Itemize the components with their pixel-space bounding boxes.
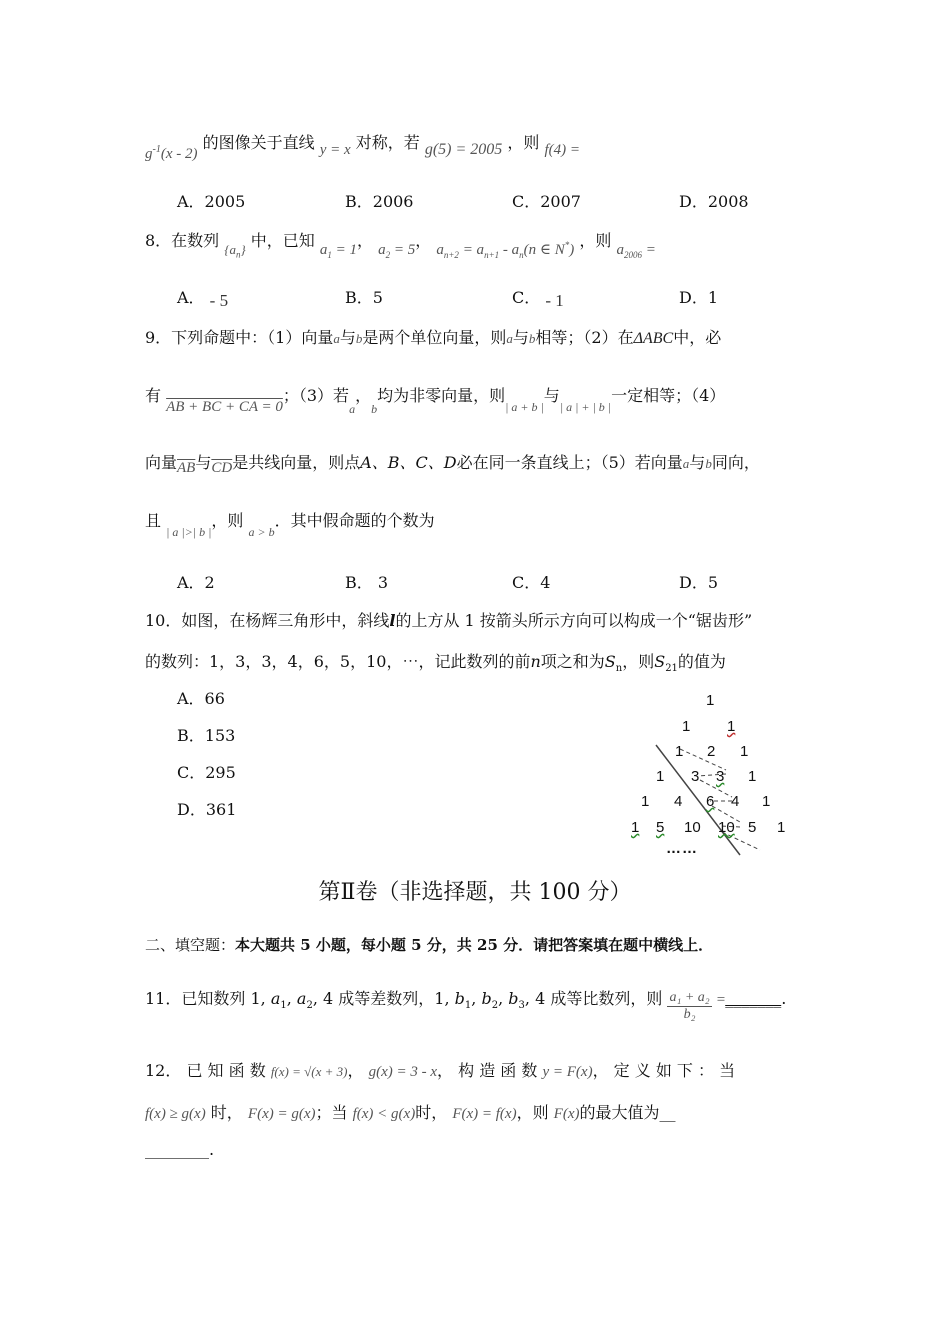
q7-option-d: D．2008: [679, 192, 749, 211]
q8-line: 8．在数列 $_{\{a_n\}}$ 中，已知 $a_1 = 1$， $a_2 = 5$， $a_{n+2} = a_{n+1} - a_n(n$ ∈ N*) ，则 $a_{2006}$ =: [145, 231, 656, 260]
q7-g5: g(5) = 2005: [424, 141, 503, 158]
tri-r1-c0: 1: [682, 718, 691, 735]
tri-r4-c2: 6: [706, 793, 715, 810]
q8-recurrence: $a_{n+2} = a_{n+1} - a_n(n$ ∈ N*): [436, 240, 575, 260]
q8-num: 8．在数列: [145, 231, 220, 250]
q8-a2: $a_2 = 5$: [378, 242, 416, 260]
q7-ginv: $g^{-1}(x - 2)$: [145, 144, 198, 162]
q9-option-d: D．5: [679, 573, 719, 592]
tri-r2-c0: 1: [675, 743, 684, 760]
yanghui-triangle-figure: [620, 690, 795, 860]
q7-f4: f(4) =: [544, 142, 581, 158]
q10-option-a: A．66: [177, 689, 225, 708]
q9-option-b: B． 3: [345, 573, 389, 592]
q9-option-c: C．4: [512, 573, 551, 592]
tri-r3-c2: 3: [716, 768, 725, 785]
q10-line2: 的数列：1，3，3，4，6，5，10，⋯，记此数列的前n项之和为$S_n$，则$S_{21}$的值为: [145, 652, 726, 675]
q8-option-c: C． - 1: [512, 288, 564, 310]
tri-r4-c4: 1: [762, 793, 771, 810]
q7-text3: ，则: [507, 133, 540, 152]
tri-dots: ……: [666, 840, 698, 857]
tri-r2-c1: 2: [707, 743, 716, 760]
q8-option-a: A． - 5: [177, 288, 229, 310]
tri-r4-c3: 4: [731, 793, 740, 810]
section2-title: 第Ⅱ卷（非选择题，共 100 分）: [318, 880, 632, 905]
tri-r5-c0: 1: [631, 819, 640, 836]
tri-r0-c0: 1: [706, 692, 715, 709]
tri-r3-c3: 1: [748, 768, 757, 785]
tri-r3-c1: 3: [691, 768, 700, 785]
q7-option-b: B．2006: [345, 192, 414, 211]
tri-r1-c1: 1: [727, 718, 736, 735]
q9-vec-sum: AB + BC + CA = 0: [166, 399, 283, 415]
q7-option-a: A．2005: [177, 192, 246, 211]
section2-fill-heading: 二、填空题：本大题共 5 小题，每小题 5 分，共 25 分．请把答案填在题中横线上．: [145, 936, 714, 954]
q8-text1: 中，已知: [250, 231, 315, 250]
q9-line2: 有 AB + BC + CA = 0；（3）若$_a$，$_b$均为非零向量，则$_{| a + b |}$与$_{| a | + | b |}$一定相等；（4）: [145, 386, 726, 416]
q12-line2: f(x) ≥ g(x) 时， F(x) = g(x)；当 f(x) < g(x)时， F(x) = f(x)，则 F(x)的最大值为__: [145, 1103, 676, 1122]
q10-option-d: D．361: [177, 800, 237, 819]
tri-r5-c5: 1: [777, 819, 786, 836]
q11-fraction: $\frac{\text{a₁ + a₂}}{\text{b₂}}$: [669, 990, 710, 1022]
tri-r2-c2: 1: [740, 743, 749, 760]
q8-option-d: D．1: [679, 288, 719, 307]
q12-line1: 12． 已 知 函 数 f(x) = √(x + 3)， g(x) = 3 - x， 构 造 函 数 y = F(x)， 定 义 如 下 ： 当: [145, 1061, 736, 1080]
triangle-lines: [620, 690, 795, 860]
tri-r5-c4: 5: [748, 819, 757, 836]
q10-line1: 10．如图，在杨辉三角形中，斜线l的上方从 1 按箭头所示方向可以构成一个“锯齿形”: [145, 611, 753, 630]
tri-r5-c2: 10: [684, 819, 701, 836]
q8-a1: $a_1 = 1$: [319, 242, 358, 260]
q7-line-eq: y = x: [319, 142, 351, 158]
q7-line: [145, 130, 580, 163]
tri-r4-c0: 1: [641, 793, 650, 810]
q8-seq: {an}: [224, 242, 246, 260]
q7-text1: 的图像关于直线: [202, 133, 315, 152]
q10-option-c: C．295: [177, 763, 236, 782]
q9-option-a: A．2: [177, 573, 215, 592]
q11-answer-blank: _______: [725, 989, 782, 1008]
q8-option-b: B．5: [345, 288, 383, 307]
q12-answer-blank: ________.: [145, 1140, 215, 1159]
q10-option-b: B．153: [177, 726, 236, 745]
q8-target: $a_{2006}$ =: [616, 242, 656, 260]
tri-r3-c0: 1: [656, 768, 665, 785]
q7-option-c: C．2007: [512, 192, 581, 211]
q9-line1: 9．下列命题中：（1）向量a与b是两个单位向量，则a与b相等；（2）在ΔABC中，必: [145, 328, 722, 347]
tri-r4-c1: 4: [674, 793, 683, 810]
q11-line: 11．已知数列 1, $a_1$, $a_2$, 4 成等差数列，1, $b_1$, $b_2$, $b_3$, 4 成等比数列，则 $\frac{\text{a₁ + a₂}}{\text{b₂}}$ =_______.: [145, 989, 787, 1022]
q9-line4: 且 $_{| a |>| b |}$，则 $_{a > b}$．其中假命题的个数为: [145, 511, 435, 539]
q8-text2: ，则: [579, 231, 612, 250]
tri-r5-c3: 10: [718, 819, 735, 836]
q9-line3: 向量$\overline{AB}$与$\overline{CD}$是共线向量，则点A、B、C、D必在同一条直线上；（5）若向量a与b同向，: [145, 453, 760, 476]
tri-r5-c1: 5: [656, 819, 665, 836]
q7-text2: 对称，若: [355, 133, 420, 152]
